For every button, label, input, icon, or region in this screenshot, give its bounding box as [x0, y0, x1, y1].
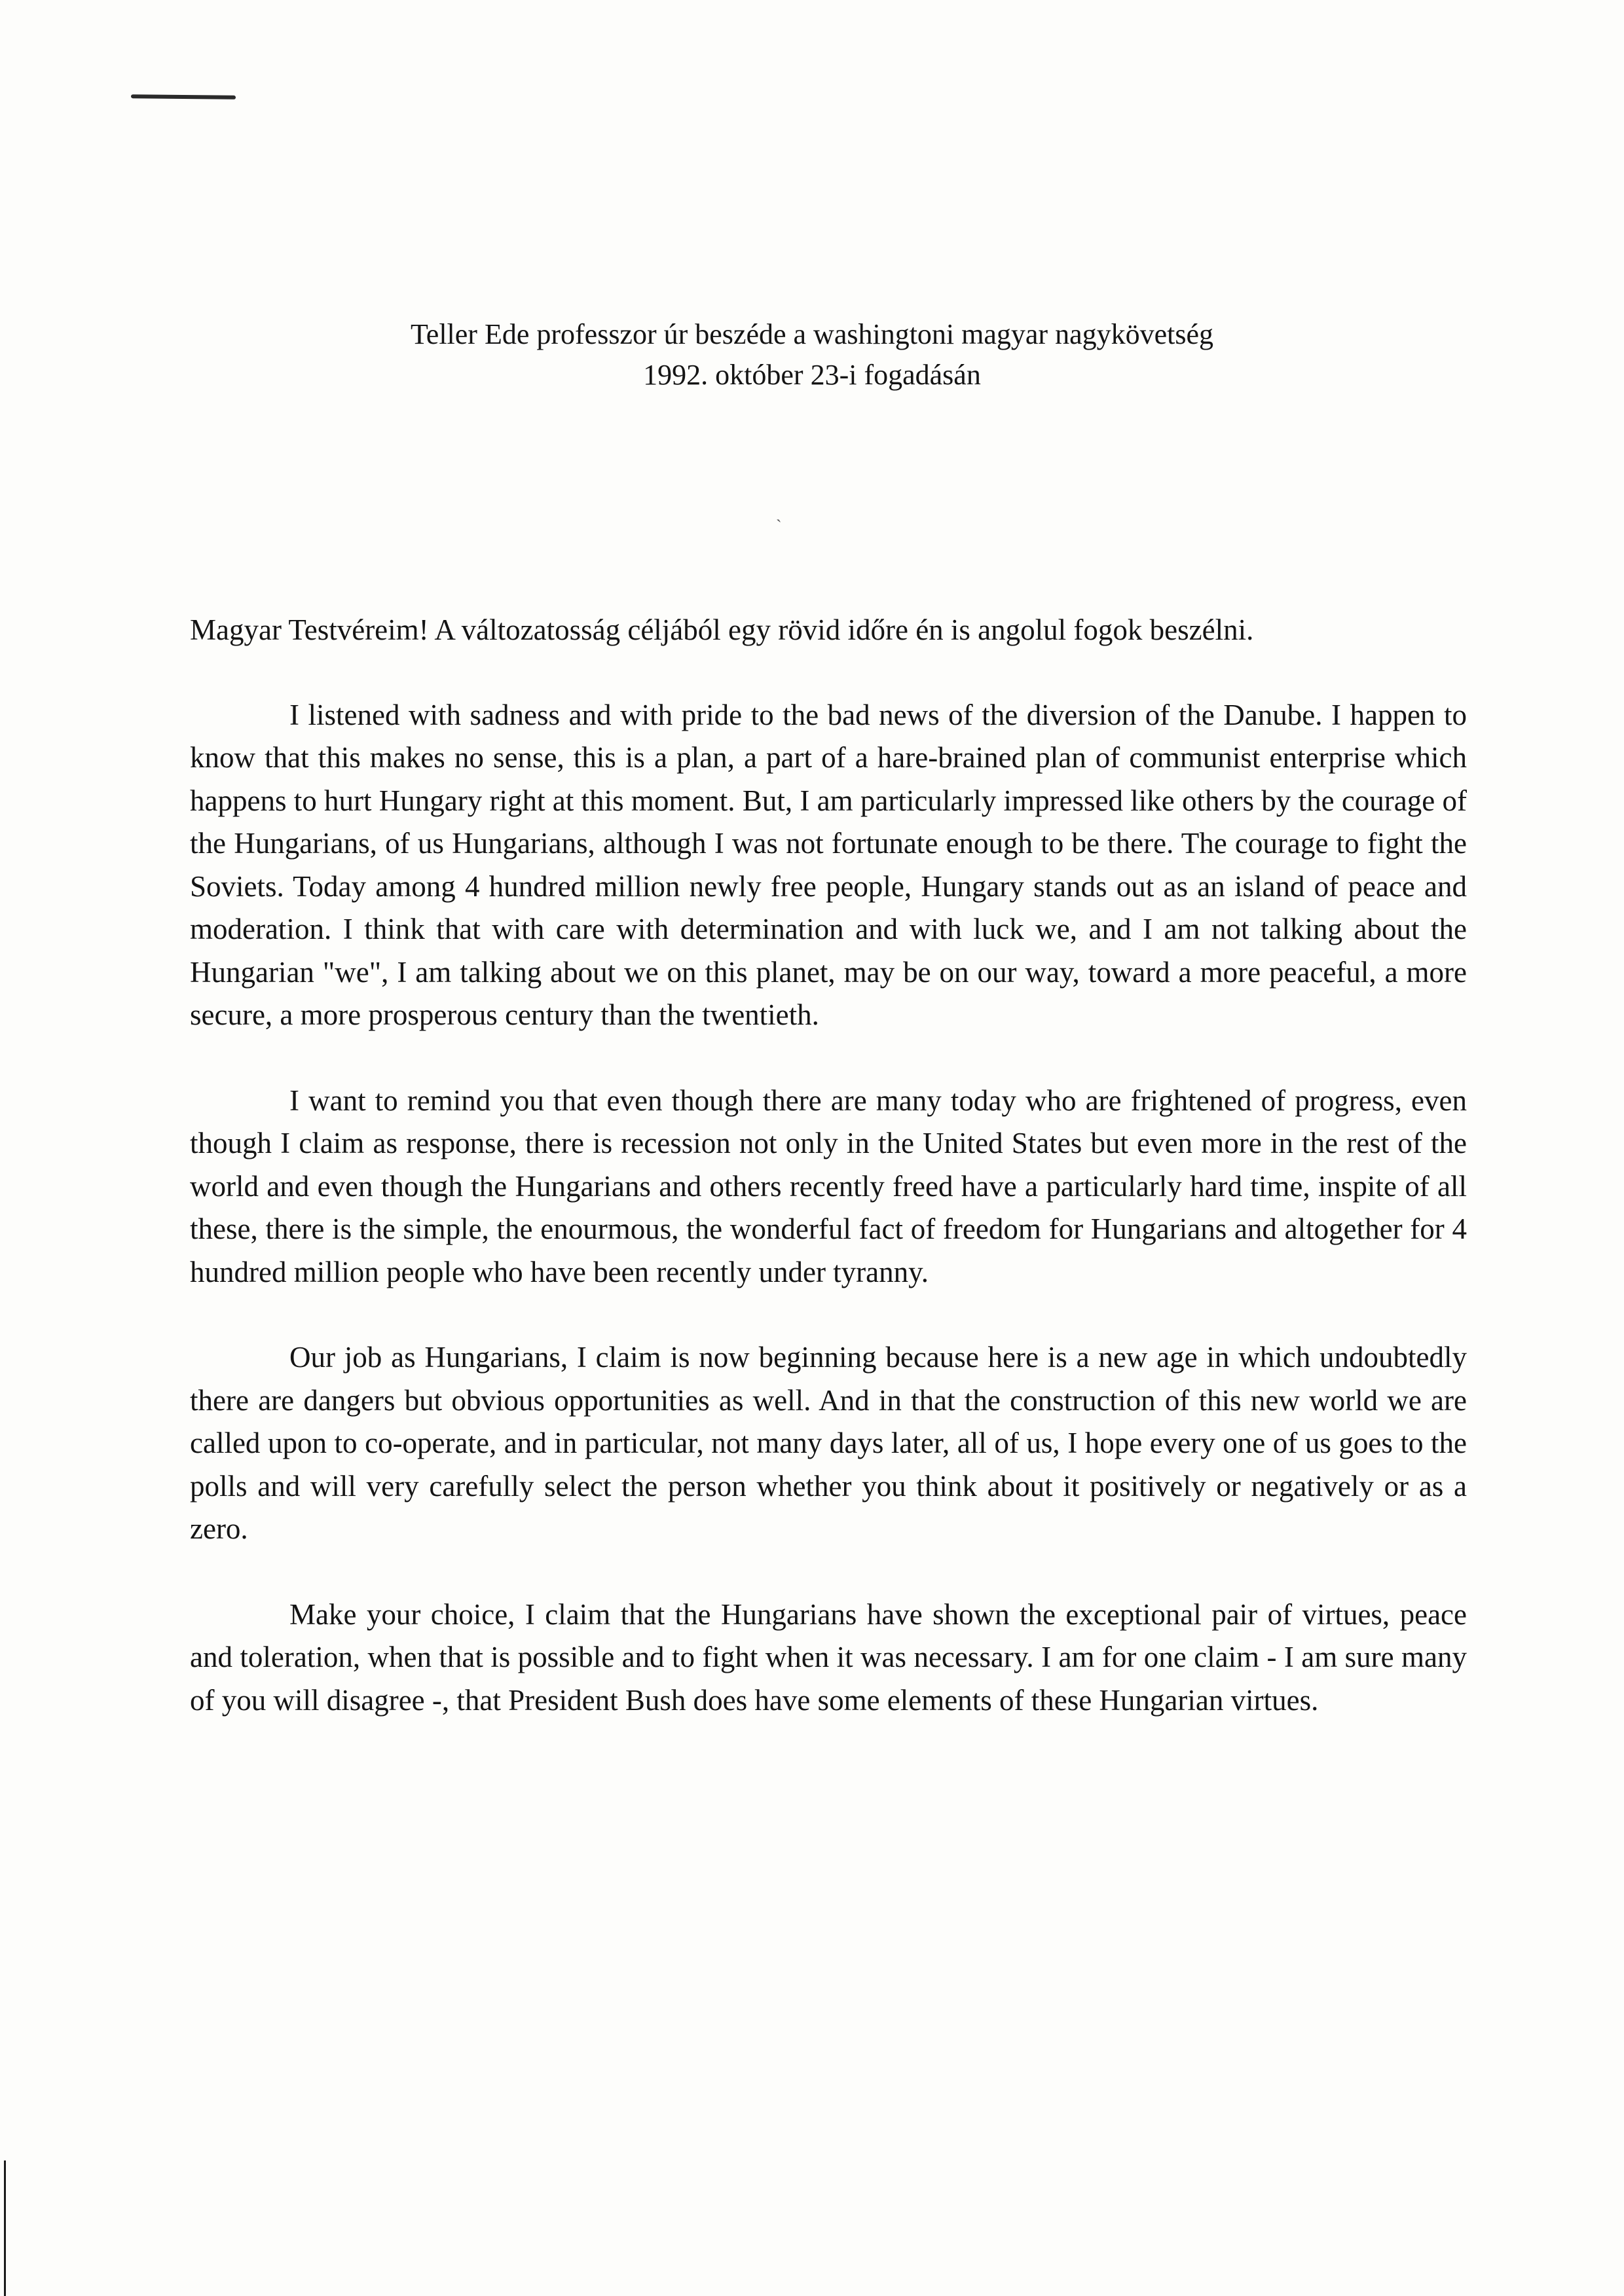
- paragraph-4: Make your choice, I claim that the Hungarians have shown the exceptional pair of virtues, peace and toleration, when that is possible and to fight when it was necessary. I am for one claim - I am sure many of you will disagree -, that President Bush does have some elements of these Hungarian virtues.: [190, 1597, 1467, 1717]
- pen-mark: [131, 94, 236, 100]
- paragraph-3: Our job as Hungarians, I claim is now beginning because here is a new age in which undoubtedly there are dangers but obvious opportunities as well. And in that the construction of this new world we are called upon to co-operate, and in particular, not many days later, all of us, I hope every one of us goes to the polls and will very carefully select the person whether you think about it positively or negatively or as a zero.: [190, 1341, 1467, 1545]
- greeting-paragraph: Magyar Testvéreim! A változatosság céljából egy rövid időre én is angolul fogok beszélni.: [190, 613, 1254, 646]
- ink-speck: `: [776, 517, 782, 536]
- paragraph-2: I want to remind you that even though there are many today who are frightened of progress, even though I claim as response, there is recession not only in the United States but even more in the rest of the world and even though the Hungarians and others recently freed have a particularly hard time, inspite of all these, there is the simple, the enourmous, the wonderful fact of freedom for Hungarians and altogether for 4 hundred million people who have been recently under tyranny.: [190, 1084, 1467, 1288]
- title-line-1: Teller Ede professzor úr beszéde a washingtoni magyar nagykövetség: [410, 318, 1214, 350]
- document-title: [190, 314, 1434, 395]
- scan-edge-line: [4, 2160, 6, 2296]
- paragraph-1: I listened with sadness and with pride to the bad news of the diversion of the Danube. I happen to know that this makes no sense, this is a plan, a part of a hare-brained plan of communist enterprise which happens to hurt Hungary right at this moment. But, I am particularly impressed like others by the courage of the Hungarians, of us Hungarians, although I was not fortunate enough to be there. The courage to fight the Soviets. Today among 4 hundred million newly free people, Hungary stands out as an island of peace and moderation. I think that with care with determination and with luck we, and I am not talking about the Hungarian "we", I am talking about we on this planet, may be on our way, toward a more peaceful, a more secure, a more prosperous century than the twentieth.: [190, 698, 1467, 1031]
- title-line-2: 1992. október 23-i fogadásán: [643, 359, 981, 391]
- speech-body: [190, 609, 1467, 1764]
